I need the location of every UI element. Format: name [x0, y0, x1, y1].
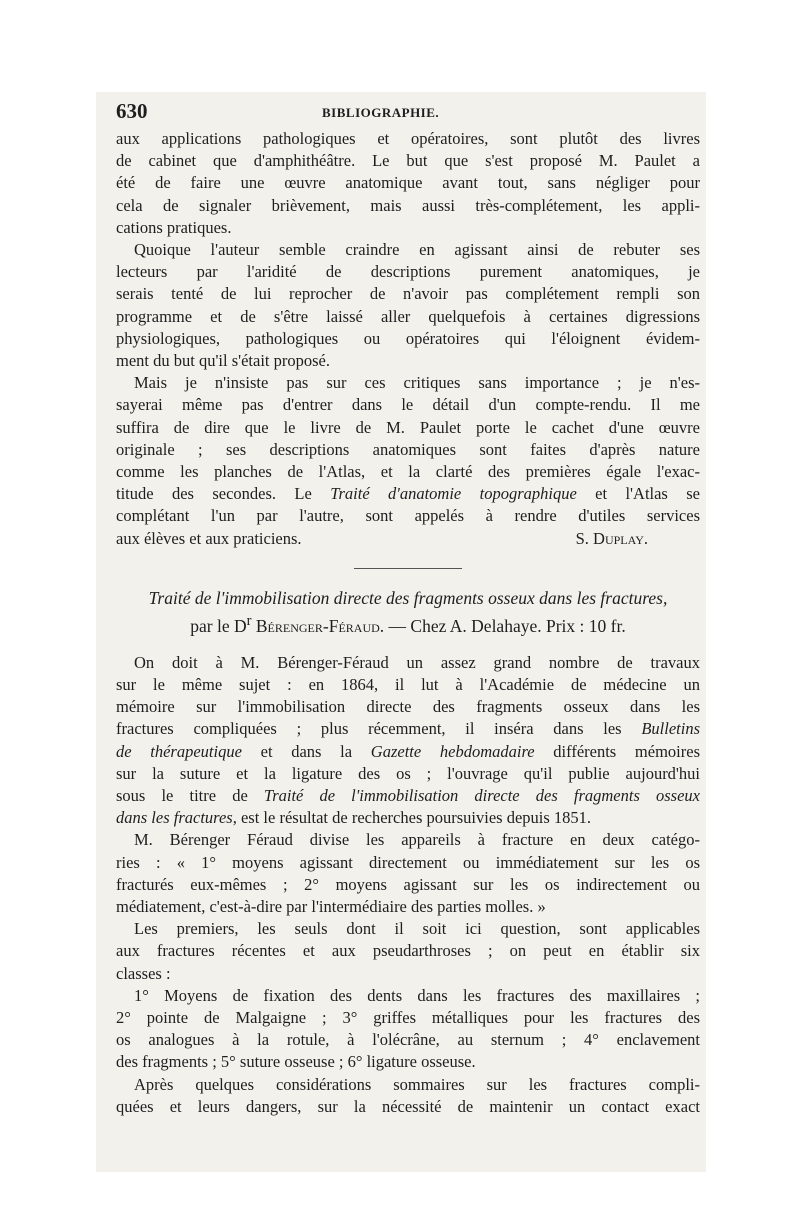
text-span: différents mémoires: [534, 741, 700, 761]
review2-paragraph-5: [116, 1074, 700, 1118]
text-line: physiologiques, pathologiques ou opératoires qui l'éloignent évidem-: [116, 328, 700, 348]
text-line: été de faire une œuvre anatomique avant tout, sans négliger pour: [116, 173, 700, 193]
text-line: fracturés eux-mêmes ; 2° moyens agissant sur les os indirectement ou: [116, 874, 700, 894]
text-line: Les premiers, les seuls dont il soit ici question, sont applicables: [134, 919, 700, 939]
book-title-italic: Traité de l'immobilisation directe des fragments osseux dans les fractures,: [148, 587, 668, 608]
book-title-italic: Traité de l'immobilisation directe des fragments osseux: [263, 785, 700, 805]
text-line: 1° Moyens de fixation des dents dans les fractures des maxillaires ;: [134, 985, 700, 1005]
title-line: [116, 587, 700, 610]
review2-paragraph-1: [116, 652, 700, 830]
author-name: Bérenger-Féraud: [255, 615, 380, 636]
text-line: cations pratiques.: [116, 217, 232, 237]
text-line: originale ; ses descriptions anatomiques sont faites d'après nature: [116, 439, 700, 459]
text-line: Mais je n'insiste pas sur ces critiques sans importance ; je n'es-: [134, 373, 700, 393]
text-line: [116, 807, 700, 829]
review2-paragraph-3: [116, 918, 700, 985]
book-title-italic: Traité d'anatomie topographique: [330, 484, 577, 504]
text-line: os analogues à la rotule, à l'olécrâne, au sternum ; 4° enclavement: [116, 1030, 700, 1050]
text-line: cela de signaler brièvement, mais aussi très-complétement, les appli-: [116, 195, 700, 215]
spacer: [116, 638, 700, 652]
superscript: r: [246, 612, 252, 629]
text-line: [116, 528, 700, 550]
journal-title-italic: Bulletins: [641, 719, 700, 739]
text-span: . — Chez A. Delahaye. Prix : 10 fr.: [379, 615, 626, 636]
text-line: aux fractures récentes et aux pseudarthroses ; on peut en établir six: [116, 941, 700, 961]
journal-title-italic: Gazette hebdomadaire: [370, 741, 535, 761]
book-title-italic: dans les fractures: [116, 808, 233, 828]
text-line: Après quelques considérations sommaires sur les fractures compli-: [134, 1074, 700, 1094]
text-span: par le D: [190, 615, 247, 636]
text-span: et l'Atlas se: [576, 484, 700, 504]
review2-title: [116, 587, 700, 638]
review1-paragraph-3: [116, 372, 700, 550]
review2-paragraph-4: [116, 985, 700, 1074]
text-line: sur la suture et la ligature des os ; l'ouvrage qu'il publie aujourd'hui: [116, 763, 700, 783]
page-number: 630: [116, 99, 148, 123]
text-line: lecteurs par l'aridité de descriptions purement anatomiques, je: [116, 262, 700, 282]
text-line: suffira de dire que le livre de M. Paulet porte le cachet d'une œuvre: [116, 417, 700, 437]
text-line: médiatement, c'est-à-dire par l'intermédiaire des parties molles. »: [116, 896, 546, 916]
text-span: sous le titre de: [116, 785, 264, 805]
text-line: mémoire sur l'immobilisation directe des fragments osseux dans les: [116, 697, 700, 717]
text-span: aux élèves et aux praticiens.: [116, 528, 302, 548]
text-span: fractures compliquées ; plus récemment, il inséra dans les: [116, 719, 642, 739]
text-line: 2° pointe de Malgaigne ; 3° griffes métalliques pour les fractures des: [116, 1007, 700, 1027]
review1-paragraph-2: [116, 239, 700, 372]
text-line: [116, 785, 700, 807]
text-line: classes :: [116, 963, 171, 983]
text-line: [116, 741, 700, 763]
text-line: complétant l'un par l'autre, sont appelés à rendre d'utiles services: [116, 506, 700, 526]
journal-title-italic: de thérapeutique: [116, 741, 242, 761]
text-line: de cabinet que d'amphithéâtre. Le but que s'est proposé M. Paulet a: [116, 151, 700, 171]
text-line: [116, 483, 700, 505]
text-line: programme et de s'être laissé aller quelquefois à certaines digressions: [116, 306, 700, 326]
review1-paragraph-1: [116, 128, 700, 239]
text-span: titude des secondes. Le: [116, 484, 331, 504]
text-line: ries : « 1° moyens agissant directement ou immédiatement sur les os: [116, 852, 700, 872]
text-line: sur le même sujet : en 1864, il lut à l'Académie de médecine un: [116, 674, 700, 694]
text-line: M. Bérenger Féraud divise les appareils à fracture en deux catégo-: [134, 830, 700, 850]
text-line: [116, 718, 700, 740]
page-body: [116, 128, 700, 1118]
text-line: quées et leurs dangers, sur la nécessité de maintenir un contact exact: [116, 1096, 700, 1116]
text-line: aux applications pathologiques et opératoires, sont plutôt des livres: [116, 129, 700, 148]
text-line: sayerai même pas d'entrer dans le détail d'un compte-rendu. Il me: [116, 395, 700, 415]
page-header: [116, 99, 700, 123]
text-span: et dans la: [241, 741, 371, 761]
section-divider: [354, 568, 462, 569]
text-line: On doit à M. Bérenger-Féraud un assez grand nombre de travaux: [134, 652, 700, 672]
text-line: comme les planches de l'Atlas, et la clarté des premières égale l'exac-: [116, 462, 700, 482]
title-line: [116, 610, 700, 638]
running-title: BIBLIOGRAPHIE.: [322, 105, 440, 120]
text-line: des fragments ; 5° suture osseuse ; 6° ligature osseuse.: [116, 1052, 476, 1072]
text-line: ment du but qu'il s'était proposé.: [116, 351, 331, 371]
text-span: , est le résultat de recherches poursuivies depuis 1851.: [232, 808, 592, 828]
author-signature: S. Duplay.: [575, 528, 648, 548]
text-line: Quoique l'auteur semble craindre en agissant ainsi de rebuter ses: [134, 240, 700, 260]
text-line: serais tenté de lui reprocher de n'avoir pas complétement rempli son: [116, 284, 700, 304]
review2-paragraph-2: [116, 829, 700, 918]
